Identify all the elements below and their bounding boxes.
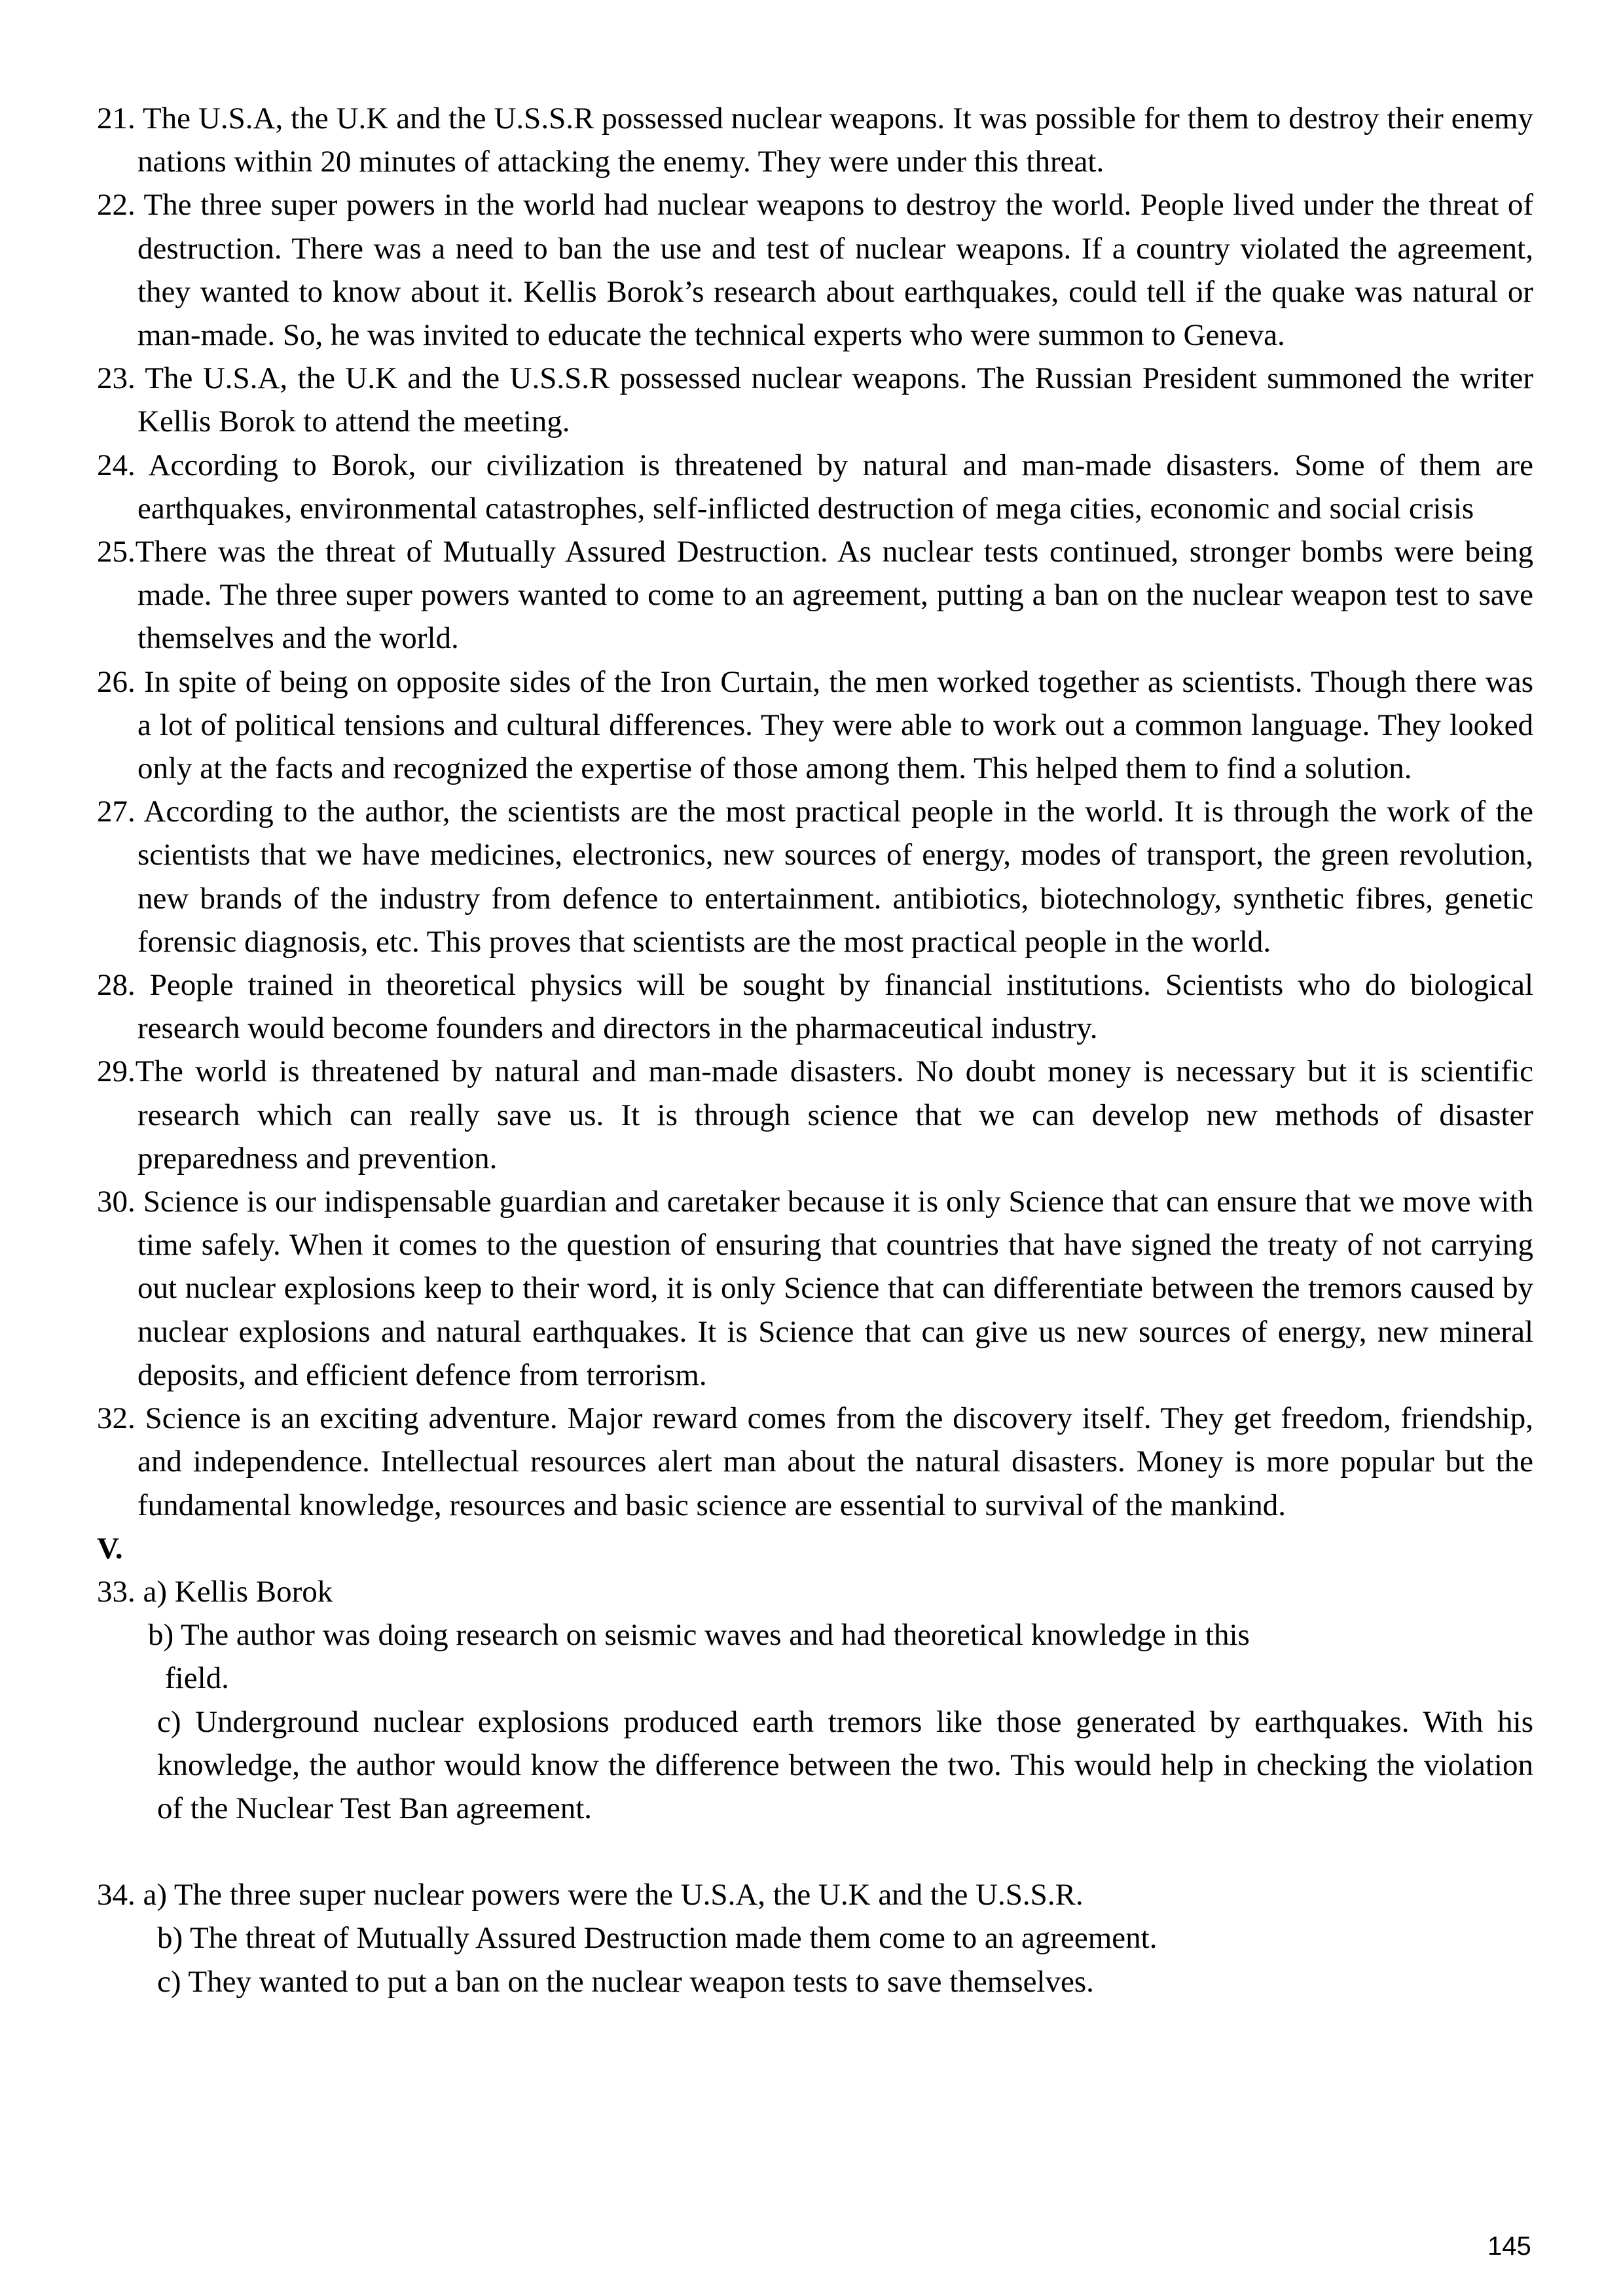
answer-number: 33. bbox=[97, 1574, 136, 1609]
answer-28 bbox=[97, 963, 1533, 1050]
answer-33-b-text: b) The author was doing research on seismic waves and had theoretical knowledge in this bbox=[148, 1618, 1250, 1653]
answer-34 bbox=[97, 1873, 1533, 2003]
answer-number: 34. bbox=[97, 1878, 136, 1912]
answer-32 bbox=[97, 1397, 1533, 1527]
answer-number: 23. bbox=[97, 361, 136, 396]
answer-26 bbox=[97, 660, 1533, 791]
answer-page bbox=[97, 97, 1533, 2003]
answer-24 bbox=[97, 444, 1533, 530]
answer-text: The three super powers in the world had nuclear weapons to destroy the world. People lived under the threat of destruction. There was a need to ban the use and test of nuclear weapons. If a country violated the agreement, they wanted to know about it. Kellis Borok’s research about earthquakes, could tell if the quake was natural or man-made. So, he was invited to educate the technical experts who were summon to Geneva. bbox=[137, 188, 1533, 353]
answer-number: 28. bbox=[97, 968, 136, 1003]
answer-30 bbox=[97, 1180, 1533, 1397]
answer-number: 25. bbox=[97, 535, 136, 569]
answer-34-b: b) The threat of Mutually Assured Destruction made them come to an agreement. bbox=[157, 1921, 1158, 1956]
answer-22 bbox=[97, 183, 1533, 357]
answer-21 bbox=[97, 97, 1533, 183]
answer-text: There was the threat of Mutually Assured Destruction. As nuclear tests continued, stronger bombs were being made. The three super powers wanted to come to an agreement, putting a ban on the nuclear weapon test to save themselves and the world. bbox=[135, 535, 1533, 656]
answer-text: The U.S.A, the U.K and the U.S.S.R possessed nuclear weapons. The Russian President summoned the writer Kellis Borok to attend the meeting. bbox=[137, 361, 1533, 439]
section-heading: V. bbox=[97, 1531, 123, 1566]
answer-text: The world is threatened by natural and man-made disasters. No doubt money is necessary but it is scientific research which can really save us. It is through science that we can develop new methods of disaster preparedness and prevention. bbox=[135, 1054, 1533, 1175]
answer-text: People trained in theoretical physics will be sought by financial institutions. Scientists who do biological research would become founders and directors in the pharmaceutical industry. bbox=[137, 968, 1533, 1046]
page-number: 145 bbox=[1487, 2232, 1531, 2261]
answer-27 bbox=[97, 790, 1533, 963]
answer-text: Science is our indispensable guardian and caretaker because it is only Science that can ensure that we move with time safely. When it comes to the question of ensuring that countries that have signed the treaty of not carrying out nuclear explosions keep to their word, it is only Science that can differentiate between the tremors caused by nuclear explosions and natural earthquakes. It is Science that can give us new sources of energy, new mineral deposits, and efficient defence from terrorism. bbox=[137, 1185, 1534, 1392]
answer-text: In spite of being on opposite sides of the Iron Curtain, the men worked together as scientists. Though there was a lot of political tensions and cultural differences. They were able to work out a common language. They looked only at the facts and recognized the expertise of those among them. This helped them to find a solution. bbox=[137, 664, 1534, 786]
answer-number: 22. bbox=[97, 188, 136, 223]
answer-25 bbox=[97, 530, 1533, 660]
answer-text: The U.S.A, the U.K and the U.S.S.R possessed nuclear weapons. It was possible for them to destroy their enemy nations within 20 minutes of attacking the enemy. They were under this threat. bbox=[137, 101, 1533, 179]
answer-33-c: c) Underground nuclear explosions produced earth tremors like those generated by earthquakes. With his knowledge, the author would know the difference between the two. This would help in checking the violation of the Nuclear Test Ban agreement. bbox=[157, 1704, 1533, 1825]
answer-text: According to the author, the scientists are the most practical people in the world. It is through the work of the scientists that we have medicines, electronics, new sources of energy, modes of transport, the green revolution, new brands of the industry from defence to entertainment. antibiotics, biotechnology, synthetic fibres, genetic forensic diagnosis, etc. This proves that scientists are the most practical people in the world. bbox=[137, 795, 1533, 959]
answer-33-a-text: a) Kellis Borok bbox=[143, 1574, 333, 1609]
answer-34-a-text: a) The three super nuclear powers were the U.S.A, the U.K and the U.S.S.R. bbox=[143, 1878, 1084, 1912]
answer-33-b bbox=[97, 1613, 1533, 1700]
answer-33-a bbox=[97, 1570, 1533, 1613]
answer-number: 26. bbox=[97, 664, 136, 699]
answer-number: 21. bbox=[97, 101, 136, 135]
answer-33-b-continuation: field. bbox=[165, 1661, 229, 1696]
answer-34-c: c) They wanted to put a ban on the nuclear weapon tests to save themselves. bbox=[157, 1964, 1094, 1999]
answer-23 bbox=[97, 357, 1533, 443]
answer-34-a bbox=[97, 1873, 1533, 1916]
answer-text: Science is an exciting adventure. Major reward comes from the discovery itself. They get freedom, friendship, and independence. Intellectual resources alert man about the natural disasters. Money is more popular but the fundamental knowledge, resources and basic science are essential to survival of the mankind. bbox=[137, 1401, 1534, 1522]
answer-text: According to Borok, our civilization is threatened by natural and man-made disasters. Some of them are earthquakes, environmental catastrophes, self-inflicted destruction of mega cities, economic and social crisis bbox=[137, 448, 1533, 526]
spacer bbox=[97, 1830, 1533, 1873]
answer-number: 30. bbox=[97, 1185, 136, 1219]
answer-number: 29. bbox=[97, 1054, 136, 1089]
answer-29 bbox=[97, 1050, 1533, 1180]
answer-number: 24. bbox=[97, 448, 136, 482]
answer-number: 27. bbox=[97, 795, 136, 829]
answer-number: 32. bbox=[97, 1401, 136, 1436]
answer-33 bbox=[97, 1570, 1533, 1830]
